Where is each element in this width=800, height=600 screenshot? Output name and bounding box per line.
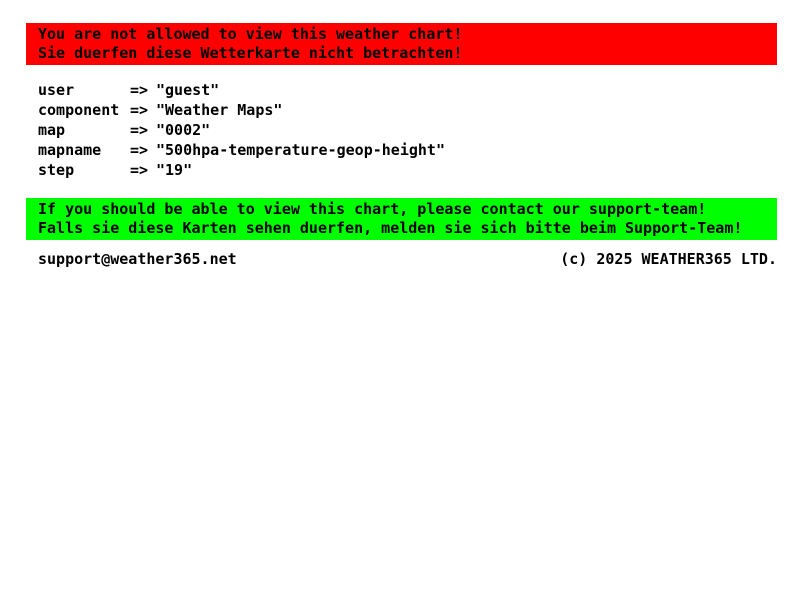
detail-key: user <box>38 81 75 99</box>
info-banner-line-de: Falls sie diese Karten sehen duerfen, melden sie sich bitte beim Support-Team! <box>38 219 743 237</box>
request-details-list <box>38 80 800 180</box>
detail-key: component <box>38 101 120 119</box>
detail-value: "500hpa-temperature-geop-height" <box>156 141 445 159</box>
copyright-notice: (c) 2025 WEATHER365 LTD. <box>560 250 777 268</box>
detail-row-mapname <box>38 140 800 160</box>
detail-arrow: => <box>130 101 149 119</box>
detail-key: mapname <box>38 141 102 159</box>
info-banner-line-en: If you should be able to view this chart, please contact our support-team! <box>38 200 707 218</box>
detail-value: "0002" <box>156 121 211 139</box>
detail-arrow: => <box>130 81 149 99</box>
error-banner <box>26 23 777 65</box>
detail-row-user <box>38 80 800 100</box>
detail-arrow: => <box>130 161 149 179</box>
detail-value: "guest" <box>156 81 220 99</box>
detail-row-map <box>38 120 800 140</box>
detail-row-component <box>38 100 800 120</box>
detail-arrow: => <box>130 121 149 139</box>
detail-key: step <box>38 161 75 179</box>
footer <box>38 250 777 269</box>
error-banner-line-de: Sie duerfen diese Wetterkarte nicht betrachten! <box>38 44 463 62</box>
info-banner <box>26 198 777 240</box>
detail-key: map <box>38 121 66 139</box>
detail-arrow: => <box>130 141 149 159</box>
detail-row-step <box>38 160 800 180</box>
error-banner-line-en: You are not allowed to view this weather chart! <box>38 25 463 43</box>
detail-value: "19" <box>156 161 193 179</box>
detail-value: "Weather Maps" <box>156 101 283 119</box>
support-email: support@weather365.net <box>38 250 237 268</box>
